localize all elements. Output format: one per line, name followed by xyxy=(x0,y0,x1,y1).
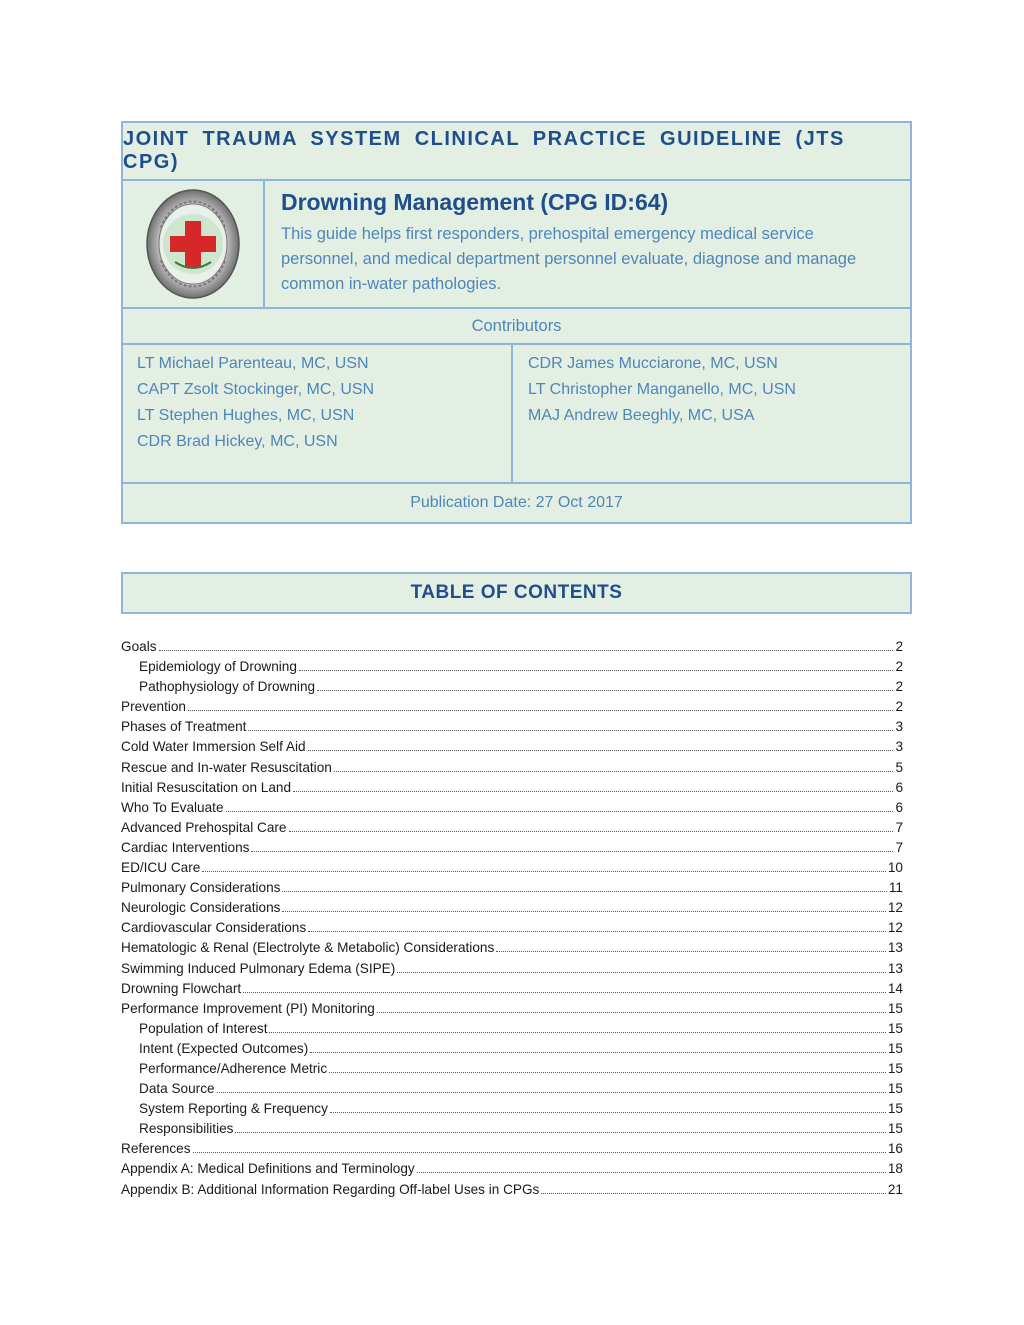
toc-dot-leader xyxy=(235,1132,885,1133)
toc-entry-page[interactable]: 2 xyxy=(895,699,903,715)
logo-cell xyxy=(123,181,265,307)
toc-entry-label[interactable]: Hematologic & Renal (Electrolyte & Metabolic) Considerations xyxy=(121,940,495,956)
contributor: LT Stephen Hughes, MC, USN xyxy=(137,407,355,424)
toc-dot-leader xyxy=(329,1072,886,1073)
document-info-row xyxy=(123,181,910,309)
toc-entry[interactable] xyxy=(121,1061,903,1081)
toc-entry-page[interactable]: 2 xyxy=(895,679,903,695)
toc-entry[interactable] xyxy=(121,659,903,679)
toc-dot-leader xyxy=(334,771,894,772)
toc-dot-leader xyxy=(417,1172,886,1173)
toc-entry-page[interactable]: 12 xyxy=(887,920,903,936)
toc-entry[interactable] xyxy=(121,780,903,800)
toc-entry[interactable] xyxy=(121,920,903,940)
toc-entry[interactable] xyxy=(121,679,903,699)
toc-entry-page[interactable]: 7 xyxy=(895,839,903,855)
toc-entry[interactable] xyxy=(121,739,903,759)
contributor: LT Christopher Manganello, MC, USN xyxy=(528,381,796,398)
toc-entry-label[interactable]: Appendix A: Medical Definitions and Terminology xyxy=(121,1161,415,1177)
toc-entry[interactable] xyxy=(121,1161,903,1181)
toc-entry[interactable] xyxy=(121,900,903,920)
toc-entry-label[interactable]: Responsibilities xyxy=(139,1121,234,1137)
toc-entry-label[interactable]: Swimming Induced Pulmonary Edema (SIPE) xyxy=(121,960,396,976)
toc-entry[interactable] xyxy=(121,1041,903,1061)
toc-entry[interactable] xyxy=(121,880,903,900)
publication-row xyxy=(123,484,910,522)
toc-dot-leader xyxy=(226,811,894,812)
toc-list xyxy=(121,639,903,1202)
contributor: MAJ Andrew Beeghly, MC, USA xyxy=(528,407,755,424)
contributor: CDR James Mucciarone, MC, USN xyxy=(528,355,778,372)
contributors-heading: Contributors xyxy=(471,316,562,335)
toc-entry-label[interactable]: Performance Improvement (PI) Monitoring xyxy=(121,1000,375,1016)
contributors-row xyxy=(123,345,910,484)
column-divider xyxy=(511,345,513,482)
toc-dot-leader xyxy=(243,992,886,993)
toc-dot-leader xyxy=(289,831,894,832)
contributor: CAPT Zsolt Stockinger, MC, USN xyxy=(137,381,375,398)
toc-entry-label[interactable]: Neurologic Considerations xyxy=(121,900,281,916)
toc-dot-leader xyxy=(159,650,894,651)
toc-entry-page[interactable]: 5 xyxy=(895,759,903,775)
toc-dot-leader xyxy=(188,710,893,711)
toc-entry-label[interactable]: Initial Resuscitation on Land xyxy=(121,779,292,795)
toc-dot-leader xyxy=(193,1152,886,1153)
toc-entry-label[interactable]: Cardiovascular Considerations xyxy=(121,920,307,936)
toc-entry-label[interactable]: Population of Interest xyxy=(139,1020,268,1036)
toc-entry-page[interactable]: 15 xyxy=(887,1000,903,1016)
toc-entry-label[interactable]: Pulmonary Considerations xyxy=(121,880,281,896)
toc-entry[interactable] xyxy=(121,961,903,981)
toc-entry-label[interactable]: Intent (Expected Outcomes) xyxy=(139,1040,309,1056)
toc-entry[interactable] xyxy=(121,1121,903,1141)
toc-entry-page[interactable]: 2 xyxy=(895,639,903,654)
toc-entry-label[interactable]: Cardiac Interventions xyxy=(121,839,250,855)
toc-entry-label[interactable]: Advanced Prehospital Care xyxy=(121,819,287,835)
toc-entry-page[interactable]: 18 xyxy=(887,1161,903,1177)
toc-entry-label[interactable]: Goals xyxy=(121,639,157,654)
toc-entry[interactable] xyxy=(121,719,903,739)
toc-entry[interactable] xyxy=(121,860,903,880)
toc-entry-page[interactable]: 13 xyxy=(887,940,903,956)
toc-entry[interactable] xyxy=(121,760,903,780)
toc-dot-leader xyxy=(248,730,893,731)
toc-dot-leader xyxy=(282,911,885,912)
toc-entry-page[interactable]: 2 xyxy=(895,659,903,675)
toc-dot-leader xyxy=(202,871,886,872)
toc-dot-leader xyxy=(397,972,886,973)
toc-entry-label[interactable]: System Reporting & Frequency xyxy=(139,1101,328,1117)
toc-entry[interactable] xyxy=(121,1182,903,1202)
toc-entry-page[interactable]: 15 xyxy=(887,1040,903,1056)
toc-entry-page[interactable]: 15 xyxy=(887,1060,903,1076)
toc-entry[interactable] xyxy=(121,699,903,719)
document-description: This guide helps first responders, prehospital emergency medical service personnel, and medical department personnel evaluate, diagnose and manage common in-water pathologies. xyxy=(281,225,857,293)
toc-entry-page[interactable]: 14 xyxy=(887,980,903,996)
toc-entry-page[interactable]: 15 xyxy=(887,1020,903,1036)
toc-dot-leader xyxy=(269,1032,885,1033)
toc-heading: TABLE OF CONTENTS xyxy=(410,582,623,603)
toc-entry-page[interactable]: 13 xyxy=(887,960,903,976)
toc-entry[interactable] xyxy=(121,820,903,840)
toc-entry-label[interactable]: Pathophysiology of Drowning xyxy=(139,679,316,695)
contributor: LT Michael Parenteau, MC, USN xyxy=(137,355,369,372)
toc-dot-leader xyxy=(310,1052,886,1053)
toc-entry-page[interactable]: 10 xyxy=(887,860,903,876)
contributors-left-column xyxy=(137,351,374,455)
document-text xyxy=(281,189,890,297)
toc-entry-page[interactable]: 3 xyxy=(895,719,903,735)
toc-entry[interactable] xyxy=(121,639,903,659)
toc-entry-page[interactable]: 16 xyxy=(887,1141,903,1157)
toc-entry-label[interactable]: References xyxy=(121,1141,191,1157)
toc-entry-page[interactable]: 11 xyxy=(888,880,903,896)
toc-entry-label[interactable]: Who To Evaluate xyxy=(121,799,224,815)
toc-entry-page[interactable]: 15 xyxy=(887,1121,903,1137)
toc-entry-page[interactable]: 7 xyxy=(895,819,903,835)
toc-dot-leader xyxy=(299,670,894,671)
toc-dot-leader xyxy=(282,891,886,892)
system-title: JOINT TRAUMA SYSTEM CLINICAL PRACTICE GUIDELINE (JTS CPG) xyxy=(123,128,845,173)
toc-dot-leader xyxy=(217,1092,886,1093)
toc-entry-label[interactable]: Prevention xyxy=(121,699,186,715)
toc-entry[interactable] xyxy=(121,981,903,1001)
toc-heading-box xyxy=(121,572,912,614)
toc-entry-page[interactable]: 3 xyxy=(895,739,903,755)
toc-dot-leader xyxy=(317,690,893,691)
contributors-right-column xyxy=(528,351,796,429)
toc-entry-page[interactable]: 21 xyxy=(887,1181,903,1197)
toc-entry-label[interactable]: Performance/Adherence Metric xyxy=(139,1060,328,1076)
publication-date: Publication Date: 27 Oct 2017 xyxy=(410,494,623,511)
toc-entry-label[interactable]: Appendix B: Additional Information Regarding Off-label Uses in CPGs xyxy=(121,1181,540,1197)
toc-entry-label[interactable]: ED/ICU Care xyxy=(121,860,201,876)
guideline-header xyxy=(121,121,912,524)
system-title-row xyxy=(123,123,910,181)
jts-seal-logo xyxy=(145,188,241,300)
toc-entry[interactable] xyxy=(121,840,903,860)
toc-entry-page[interactable]: 15 xyxy=(887,1081,903,1097)
contributor: CDR Brad Hickey, MC, USN xyxy=(137,433,338,450)
toc-dot-leader xyxy=(293,791,893,792)
contributors-heading-row xyxy=(123,309,910,345)
toc-entry-label[interactable]: Cold Water Immersion Self Aid xyxy=(121,739,306,755)
toc-dot-leader xyxy=(308,750,894,751)
toc-entry[interactable] xyxy=(121,1101,903,1121)
toc-entry-page[interactable]: 6 xyxy=(895,799,903,815)
toc-dot-leader xyxy=(541,1193,886,1194)
toc-entry[interactable] xyxy=(121,1021,903,1041)
toc-entry[interactable] xyxy=(121,1001,903,1021)
toc-entry-page[interactable]: 6 xyxy=(895,779,903,795)
document-title: Drowning Management (CPG ID:64) xyxy=(281,189,669,215)
toc-entry[interactable] xyxy=(121,800,903,820)
toc-dot-leader xyxy=(330,1112,886,1113)
toc-dot-leader xyxy=(251,851,893,852)
toc-dot-leader xyxy=(308,931,886,932)
toc-entry-label[interactable]: Data Source xyxy=(139,1081,215,1097)
toc-entry[interactable] xyxy=(121,1081,903,1101)
toc-entry-label[interactable]: Epidemiology of Drowning xyxy=(139,659,297,675)
toc-dot-leader xyxy=(496,951,886,952)
toc-entry-label[interactable]: Phases of Treatment xyxy=(121,719,247,735)
toc-entry-label[interactable]: Drowning Flowchart xyxy=(121,980,242,996)
toc-entry-page[interactable]: 12 xyxy=(887,900,903,916)
toc-entry-page[interactable]: 15 xyxy=(887,1101,903,1117)
toc-entry[interactable] xyxy=(121,1141,903,1161)
toc-dot-leader xyxy=(377,1012,886,1013)
toc-entry-label[interactable]: Rescue and In-water Resuscitation xyxy=(121,759,332,775)
toc-entry[interactable] xyxy=(121,940,903,960)
